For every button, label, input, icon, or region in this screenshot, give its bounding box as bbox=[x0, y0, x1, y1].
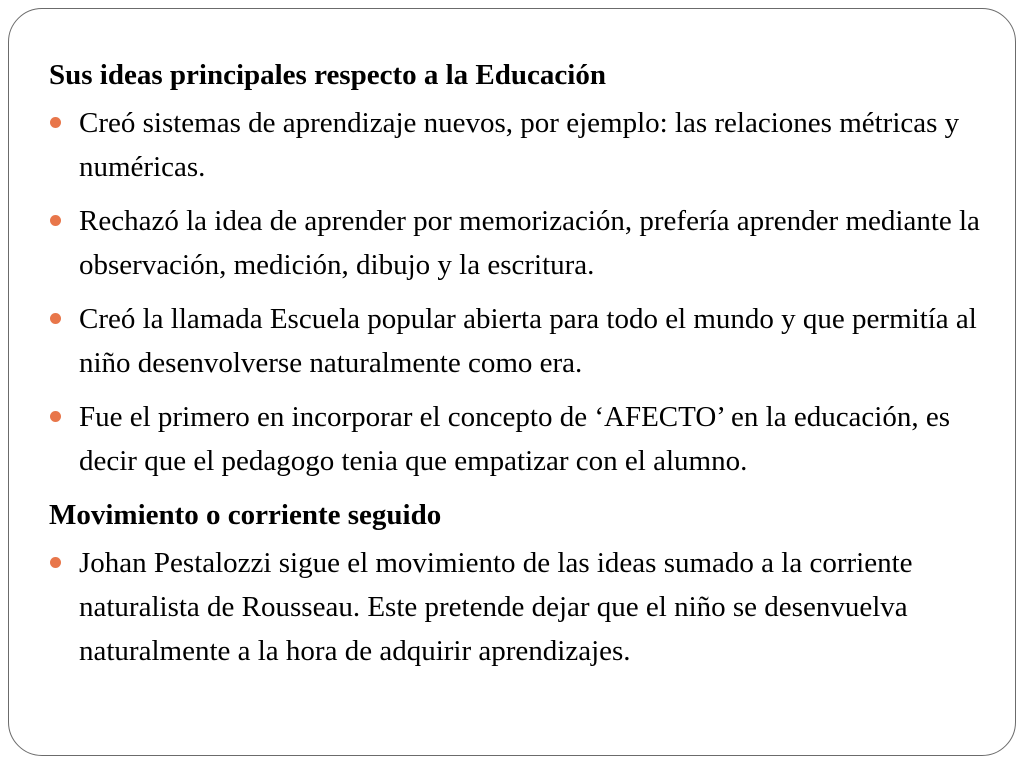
bullet-item bbox=[49, 297, 1004, 385]
bullet-item bbox=[49, 395, 1004, 483]
bullet-text: Rechazó la idea de aprender por memorización, prefería aprender mediante la observación, medición, dibujo y la escritura. bbox=[79, 205, 980, 281]
bullet-list-ideas bbox=[49, 101, 1004, 483]
bullet-item bbox=[49, 541, 1004, 673]
section-heading-movement: Movimiento o corriente seguido bbox=[49, 499, 442, 531]
slide-frame bbox=[8, 8, 1016, 756]
bullet-text: Creó la llamada Escuela popular abierta para todo el mundo y que permitía al niño desenvolverse naturalmente como era. bbox=[79, 303, 977, 379]
bullet-dot-icon bbox=[50, 215, 61, 226]
section-heading-ideas: Sus ideas principales respecto a la Educación bbox=[49, 59, 606, 91]
bullet-dot-icon bbox=[50, 411, 61, 422]
bullet-dot-icon bbox=[50, 117, 61, 128]
bullet-text: Creó sistemas de aprendizaje nuevos, por ejemplo: las relaciones métricas y numéricas. bbox=[79, 107, 960, 183]
bullet-list-movement bbox=[49, 541, 1004, 673]
bullet-dot-icon bbox=[50, 557, 61, 568]
slide-content bbox=[49, 53, 1004, 673]
bullet-text: Johan Pestalozzi sigue el movimiento de las ideas sumado a la corriente naturalista de Rousseau. Este pretende dejar que el niño se desenvuelva naturalmente a la hora de adquirir aprendizajes. bbox=[79, 547, 913, 667]
bullet-item bbox=[49, 199, 1004, 287]
bullet-text: Fue el primero en incorporar el concepto de ‘AFECTO’ en la educación, es decir que el pedagogo tenia que empatizar con el alumno. bbox=[79, 401, 951, 477]
bullet-dot-icon bbox=[50, 313, 61, 324]
bullet-item bbox=[49, 101, 1004, 189]
